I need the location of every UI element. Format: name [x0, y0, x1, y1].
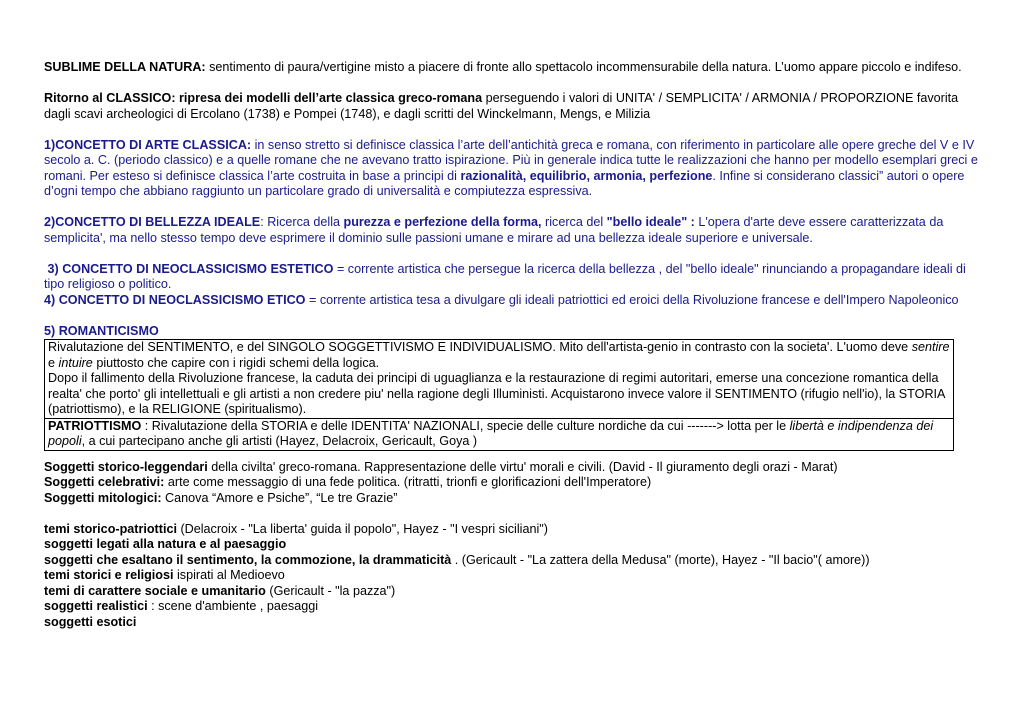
concetto-1-text: in senso stretto si definisce classica l’arte dell’antichità greca e romana, con riferimento in particolare alle opere greche del V e IV secolo a. C. (periodo classico) e a quelle romane che ne avevano tratto ispirazione. Più in generale indica tutte le realizzazioni che hanno per modello esemplari greci e romani. Per esteso si definisce classica l’arte costruita in base a principi di	[44, 137, 978, 183]
paragraph-concetto-4	[44, 293, 984, 309]
soggetti-item-heading: Soggetti mitologici:	[44, 490, 162, 505]
concetto-2-text-2: ricerca del	[541, 215, 607, 229]
concetto-3-heading: 3) CONCETTO DI NEOCLASSICISMO ESTETICO	[44, 261, 334, 276]
box1-italic-intuire: intuire	[58, 355, 93, 370]
soggetti-item-text: della civilta' greco-romana. Rappresentazione delle virtu' morali e civili. (David - Il giuramento degli orazi - Marat)	[207, 459, 838, 474]
temi-item-heading: temi storico-patriottici	[44, 521, 177, 536]
soggetti-list	[44, 460, 984, 507]
romanticismo-heading-text: 5) ROMANTICISMO	[44, 323, 159, 338]
temi-item-text: (Delacroix - "La liberta' guida il popolo", Hayez - "I vespri siciliani")	[176, 521, 548, 536]
patriottismo-text-a: : Rivalutazione della STORIA e delle IDENTITA' NAZIONALI, specie delle culture nordiche da cui -------> lotta per le	[141, 418, 790, 433]
concetto-4-heading: 4) CONCETTO DI NEOCLASSICISMO ETICO	[44, 292, 306, 307]
concetto-2-text-3: L'opera d'arte deve essere caratterizzata da semplicita', ma nello stesso tempo deve esprimere il dominio sulle passioni umane e mirare ad una bellezza ideale superiore e universale.	[44, 215, 944, 245]
soggetti-item-heading: Soggetti celebrativi:	[44, 475, 165, 489]
concetto-1-text-end: . Infine si considerano classici” autori o opere d’ogni tempo che abbiano raggiunto un particolare grado di universalità e compiutezza espressiva.	[44, 168, 965, 198]
box1-text-c: piuttosto che capire con i rigidi schemi della logica.	[92, 355, 380, 370]
concetto-1-bold: razionalità, equilibrio, armonia, perfezione	[460, 168, 713, 183]
box1-italic-sentire: sentire	[911, 340, 950, 354]
temi-item	[44, 553, 984, 569]
temi-item-heading: soggetti che esaltano il sentimento, la commozione, la drammaticità	[44, 552, 452, 567]
box1-text-b: e	[48, 355, 59, 370]
box1-text-a: Rivalutazione del SENTIMENTO, e del SINGOLO SOGGETTIVISMO E INDIVIDUALISMO. Mito dell'artista-genio in contrasto con la societa'. L'uomo deve	[48, 340, 912, 354]
temi-item-heading: soggetti legati alla natura e al paesaggio	[44, 537, 287, 551]
classico-text: perseguendo i valori di UNITA' / SEMPLICITA' / ARMONIA / PROPORZIONE favorita dagli scavi archeologici di Ercolano (1738) e Pompei (1748), e dagli scritti del Winckelmann, Mengs, e Milizia	[44, 91, 959, 121]
temi-item	[44, 584, 984, 600]
patriottismo-text-b: , a cui partecipano anche gli artisti (Hayez, Delacroix, Gericault, Goya )	[81, 434, 478, 448]
romanticismo-heading	[44, 324, 984, 340]
temi-item-text: ispirati al Medioevo	[173, 568, 285, 582]
soggetti-item	[44, 460, 984, 476]
concetto-2-heading: 2)CONCETTO DI BELLEZZA IDEALE	[44, 215, 261, 229]
paragraph-concetto-2	[44, 215, 984, 246]
temi-item-heading: soggetti esotici	[44, 614, 137, 629]
temi-item-text: . (Gericault - "La zattera della Medusa" (morte), Hayez - "Il bacio"( amore))	[451, 552, 870, 567]
concetto-4-text: = corrente artistica tesa a divulgare gli ideali patriottici ed eroici della Rivoluzione francese e dell'Impero Napoleonico	[305, 292, 959, 307]
romanticismo-box-text-1	[48, 340, 950, 371]
romanticismo-box-cell-2	[45, 418, 953, 450]
concetto-2-bold-2: "bello ideale" :	[606, 215, 695, 229]
concetto-1-heading: 1)CONCETTO DI ARTE CLASSICA:	[44, 137, 252, 152]
paragraph-concetto-1	[44, 138, 984, 200]
romanticismo-box-text-2: Dopo il fallimento della Rivoluzione francese, la caduta dei principi di uguaglianza e la restaurazione di regimi autoritari, emerse una concezione romantica della realta' che porto' gli intellettuali e gli artisti a non credere piu' nella ragione degli Illuministi. Acquistarono invece valore il SENTIMENTO (rifugio nell'io), la STORIA (patriottismo), e la RELIGIONE (spiritualismo).	[48, 371, 945, 416]
paragraph-concetto-3	[44, 262, 984, 293]
paragraph-sublime	[44, 60, 984, 76]
soggetti-item-text: Canova “Amore e Psiche”, “Le tre Grazie”	[161, 490, 398, 505]
temi-item-heading: temi storici e religiosi	[44, 568, 174, 582]
temi-item-text: : scene d'ambiente , paesaggi	[147, 599, 319, 613]
temi-item-heading: soggetti realistici	[44, 599, 148, 613]
temi-item-heading: temi di carattere sociale e umanitario	[44, 583, 266, 598]
romanticismo-box	[44, 339, 954, 451]
patriottismo-heading: PATRIOTTISMO	[48, 418, 142, 433]
classico-heading: Ritorno al CLASSICO: ripresa dei modelli dell’arte classica greco-romana	[44, 91, 483, 105]
temi-item	[44, 522, 984, 538]
temi-list	[44, 522, 984, 631]
sublime-heading: SUBLIME DELLA NATURA:	[44, 60, 206, 74]
temi-item	[44, 568, 984, 584]
temi-item-text: (Gericault - "la pazza")	[265, 583, 396, 598]
soggetti-item-text: arte come messaggio di una fede politica. (ritratti, trionfi e glorificazioni dell'Imperatore)	[164, 475, 652, 489]
patriottismo-italic: libertà e indipendenza dei popoli	[48, 418, 934, 448]
concetto-3-text: = corrente artistica che persegue la ricerca della bellezza , del "bello ideale" rinunciando a propagandare ideali di tipo religioso o politico.	[44, 261, 966, 291]
paragraph-classico	[44, 91, 984, 122]
soggetti-item-heading: Soggetti storico-leggendari	[44, 459, 208, 474]
romanticismo-box-cell-1	[45, 340, 953, 418]
soggetti-item	[44, 475, 984, 491]
concetto-2-text-1: : Ricerca della	[260, 215, 344, 229]
temi-item	[44, 599, 984, 615]
soggetti-item	[44, 491, 984, 507]
temi-item	[44, 537, 984, 553]
concetto-2-bold-1: purezza e perfezione della forma,	[343, 215, 542, 229]
document-page	[44, 60, 984, 630]
temi-item	[44, 615, 984, 631]
sublime-text: sentimento di paura/vertigine misto a piacere di fronte allo spettacolo incommensurabile della natura. L’uomo appare piccolo e indifeso.	[205, 60, 962, 74]
patriottismo-text	[48, 419, 950, 450]
